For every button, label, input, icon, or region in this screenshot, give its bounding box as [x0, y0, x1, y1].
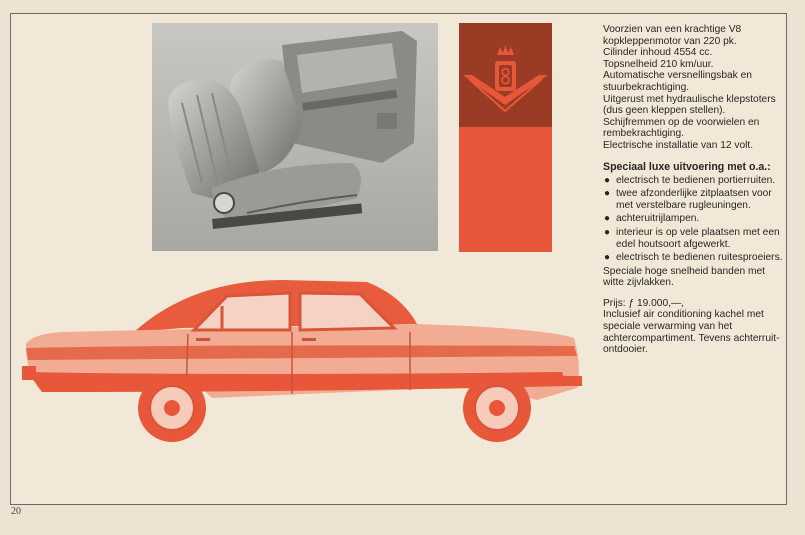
- bullet-icon: ●: [604, 174, 611, 186]
- list-item-text: achteruitrijlampen.: [616, 213, 700, 225]
- bullet-icon: ●: [604, 226, 611, 238]
- list-item-text: electrisch te bedienen portierruiten.: [616, 174, 776, 186]
- v8-crest-icon: [463, 45, 548, 111]
- list-item: [603, 213, 783, 225]
- spec-line: Schijfremmen op de voorwielen en rembekrachtiging.: [603, 116, 760, 140]
- price-label: Prijs: ƒ 19.000,—,: [603, 297, 684, 309]
- list-item-text: interieur is op vele plaatsen met een edel houtsoort afgewerkt.: [616, 226, 780, 250]
- interior-seat-photo: [152, 23, 438, 251]
- price-note: Inclusief air conditioning kachel met speciale verwarming van het achtercompartiment. Tevens achterruit-ontdooier.: [603, 309, 780, 356]
- luxury-heading: Speciaal luxe uitvoering met o.a.:: [603, 160, 771, 173]
- spec-block: [603, 24, 783, 152]
- spec-line: Electrische installatie van 12 volt.: [603, 139, 754, 151]
- bullet-icon: ●: [604, 213, 611, 225]
- spec-line: Topsnelheid 210 km/uur.: [603, 58, 714, 70]
- spec-text-column: [603, 24, 783, 356]
- list-item: [603, 227, 783, 250]
- spec-line: Voorzien van een krachtige V8 kopkleppenmotor van 220 pk.: [603, 24, 742, 47]
- spec-line: Uitgerust met hydraulische klepstoters (dus geen kleppen stellen).: [603, 93, 776, 117]
- sedan-side-illustration: [22, 276, 590, 448]
- emblem-panel: [459, 23, 552, 252]
- list-item: [603, 252, 783, 264]
- tyres-note: Speciale hoge snelheid banden met witte zijvlakken.: [603, 265, 765, 289]
- list-item-text: electrisch te bedienen ruitesproeiers.: [616, 252, 783, 264]
- rear-wheel-icon: [138, 374, 206, 442]
- list-item-text: twee afzonderlijke zitplaatsen voor met verstelbare rugleuningen.: [616, 188, 772, 211]
- bullet-icon: ●: [604, 252, 611, 264]
- list-item: [603, 188, 783, 211]
- list-item: [603, 175, 783, 187]
- page-number: 20: [11, 506, 21, 517]
- front-wheel-icon: [463, 374, 531, 442]
- luxury-feature-list: [603, 175, 783, 264]
- spec-line: Automatische versnellingsbak en stuurbekrachtiging.: [603, 70, 752, 93]
- bullet-icon: ●: [604, 188, 611, 200]
- spec-line: Cilinder inhoud 4554 cc.: [603, 47, 713, 59]
